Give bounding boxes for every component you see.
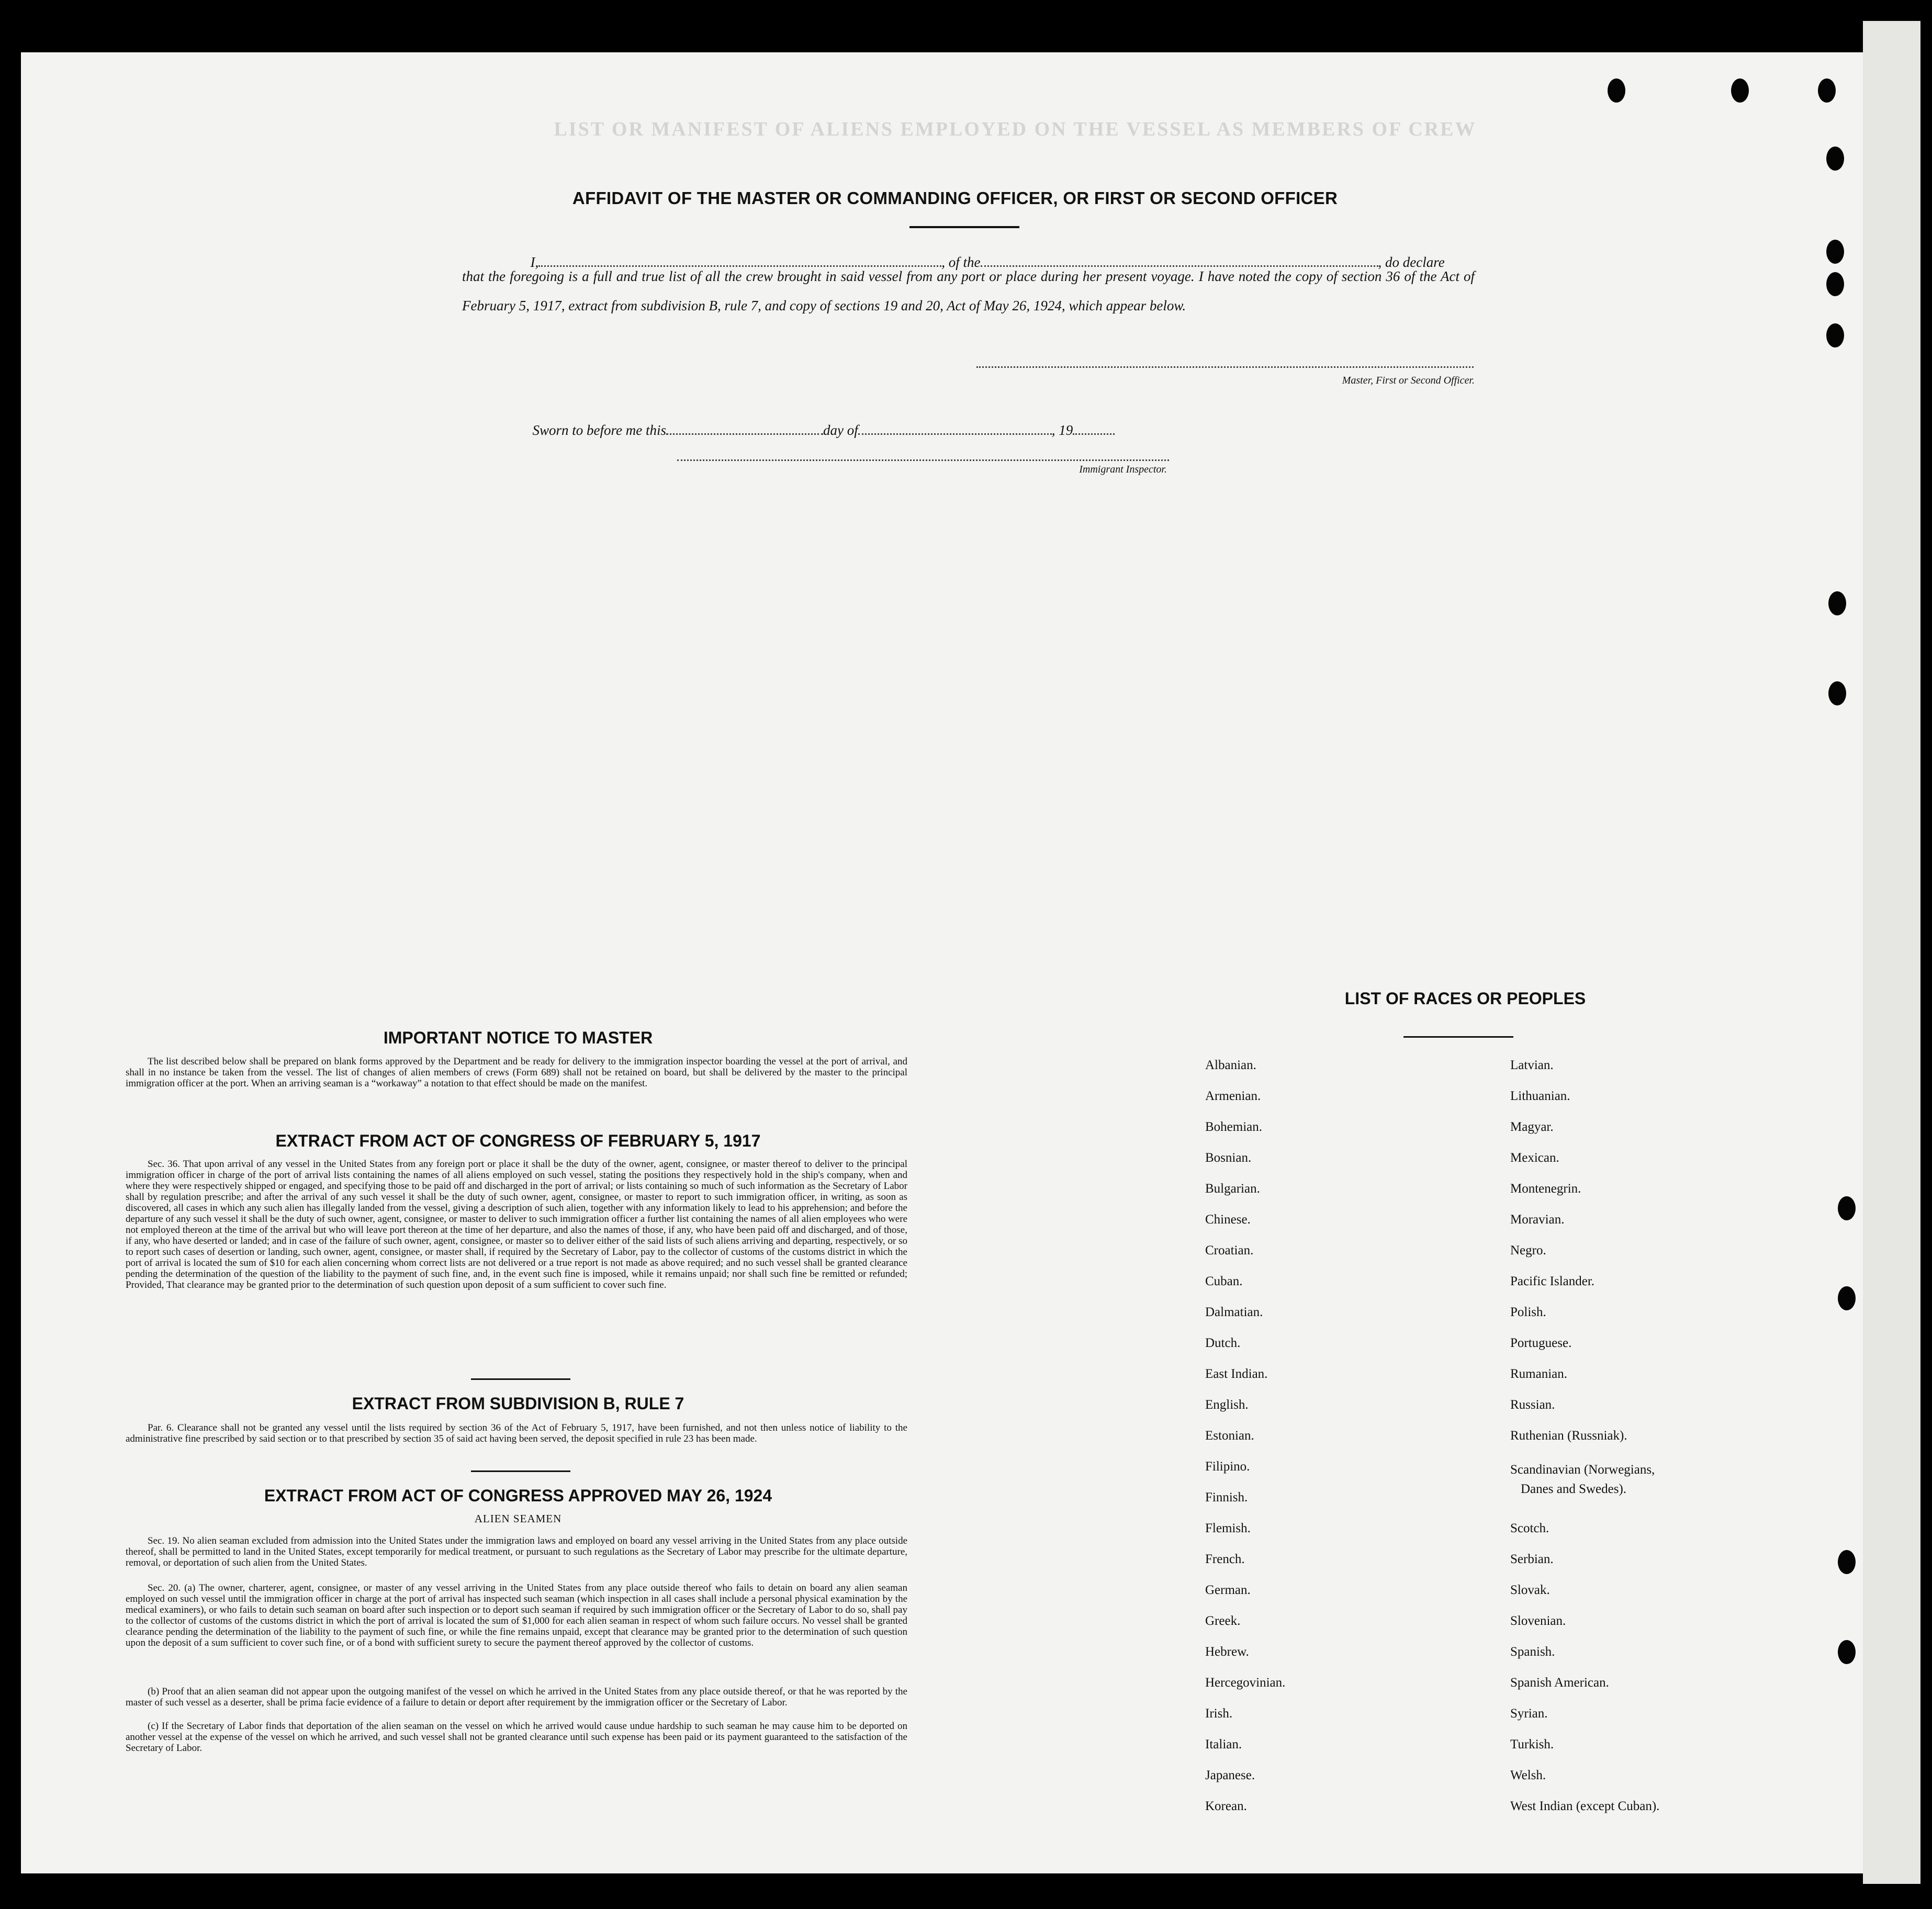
extract-rule7-title: EXTRACT FROM SUBDIVISION B, RULE 7 [352, 1394, 684, 1413]
divider [909, 226, 1019, 228]
race-item: German. [1205, 1583, 1251, 1597]
race-item: Danes and Swedes). [1521, 1482, 1627, 1496]
race-item: Scandinavian (Norwegians, [1510, 1463, 1655, 1477]
race-item: Korean. [1205, 1799, 1247, 1813]
divider [1403, 1036, 1513, 1038]
binder-hole [1838, 1196, 1856, 1220]
race-item: Lithuanian. [1510, 1089, 1570, 1103]
race-item: Croatian. [1205, 1243, 1254, 1257]
race-item: French. [1205, 1552, 1245, 1566]
race-item: Mexican. [1510, 1151, 1559, 1165]
race-item: Italian. [1205, 1737, 1242, 1751]
races-title: LIST OF RACES OR PEOPLES [1344, 989, 1586, 1008]
race-item: Montenegrin. [1510, 1182, 1581, 1196]
race-item: Magyar. [1510, 1120, 1554, 1134]
race-item: Syrian. [1510, 1706, 1548, 1721]
race-item: Bulgarian. [1205, 1182, 1260, 1196]
race-item: Irish. [1205, 1706, 1233, 1721]
race-item: Turkish. [1510, 1737, 1554, 1751]
race-item: Moravian. [1510, 1212, 1565, 1227]
race-item: Spanish. [1510, 1645, 1555, 1659]
race-item: Cuban. [1205, 1274, 1243, 1288]
race-item: East Indian. [1205, 1367, 1268, 1381]
race-item: Albanian. [1205, 1058, 1256, 1072]
race-item: Finnish. [1205, 1490, 1248, 1504]
race-item: Serbian. [1510, 1552, 1554, 1566]
race-item: Ruthenian (Russniak). [1510, 1429, 1627, 1443]
race-item: Russian. [1510, 1398, 1555, 1412]
race-item: Dalmatian. [1205, 1305, 1263, 1319]
sworn-day-field[interactable] [666, 423, 823, 435]
affidavit-body: that the foregoing is a full and true list of all the crew brought in said vessel from any port or place during her present voyage. I have noted the copy of section 36 of the Act of February 5, 1917, extract from subdivision B, rule 7, and copy of sections 19 and 20, Act of May 26, 1924, which appear below. [462, 268, 1475, 313]
extract-1924-sec19: Sec. 19. No alien seaman excluded from admission into the United States under the immigration laws and employed on board any vessel arriving in the United States from any place outside thereof, shall be permitted to land in the United States, except temporarily for medical treatment, or pursuant to such regulations as the Secretary of Labor may prescribe for the ultimate departure, removal, or deportation of such alien from the United States. [126, 1535, 907, 1568]
binder-hole [1826, 272, 1844, 296]
race-item: Latvian. [1510, 1058, 1554, 1072]
race-item: English. [1205, 1398, 1249, 1412]
extract-1924-sec20a: Sec. 20. (a) The owner, charterer, agent, consignee, or master of any vessel arriving in the United States from any place outside thereof who fails to detain on board any alien seaman employed on such vessel until the immigration officer in charge at the port of arrival has inspected such seaman (which inspection in all cases shall include a personal physical examination by the medical examiners), or who fails to detain such seaman on board after such inspection or to deport such seaman if required by such immigration officer or the Secretary of Labor to do so, shall pay to the collector of customs of the customs district in which the port of arrival is located the sum of $1,000 for each alien seaman in respect of whom such failure occurs. No vessel shall be granted clearance pending the determination of the liability to the payment of such fine, or while the fine remains unpaid, except that clearance may be granted prior to the determination of such question upon the deposit of a sum sufficient to cover such fine, or of a bond with sufficient surety to secure the payment thereof approved by the collector of customs. [126, 1582, 907, 1648]
race-item: Portuguese. [1510, 1336, 1572, 1350]
inspector-signature-caption: Immigrant Inspector. [1079, 464, 1167, 475]
race-item: Hercegovinian. [1205, 1676, 1286, 1690]
race-item: Rumanian. [1510, 1367, 1568, 1381]
divider [471, 1470, 570, 1472]
sworn-year-field[interactable] [1073, 423, 1115, 435]
race-item: Negro. [1510, 1243, 1546, 1257]
binder-hole [1828, 681, 1846, 705]
sworn-month-field[interactable] [858, 423, 1052, 435]
page-edge [1863, 21, 1920, 1884]
binder-hole [1826, 240, 1844, 264]
vessel-label: , of the [941, 254, 981, 270]
binder-hole [1608, 78, 1625, 103]
binder-hole [1826, 323, 1844, 347]
race-item: Estonian. [1205, 1429, 1254, 1443]
race-item: Welsh. [1510, 1768, 1546, 1782]
declarant-label: I, [530, 254, 539, 270]
race-item: Scotch. [1510, 1521, 1549, 1535]
race-item: Chinese. [1205, 1212, 1251, 1227]
binder-hole [1828, 591, 1846, 615]
race-item: West Indian (except Cuban). [1510, 1799, 1660, 1813]
binder-hole [1838, 1550, 1856, 1574]
bleed-through-header: LIST OR MANIFEST OF ALIENS EMPLOYED ON THE VESSEL AS MEMBERS OF CREW [554, 118, 1477, 140]
affidavit-title: AFFIDAVIT OF THE MASTER OR COMMANDING OFFICER, OR FIRST OR SECOND OFFICER [572, 188, 1338, 208]
race-item: Pacific Islander. [1510, 1274, 1595, 1288]
race-item: Spanish American. [1510, 1676, 1609, 1690]
master-signature-caption: Master, First or Second Officer. [1342, 375, 1475, 386]
race-item: Slovenian. [1510, 1614, 1566, 1628]
declare-label: , do declare [1378, 254, 1445, 270]
extract-1924-sec20b: (b) Proof that an alien seaman did not appear upon the outgoing manifest of the vessel on which he arrived in the United States from any place outside thereof, or that he was reported by the master of such vessel as a deserter, shall be prima facie evidence of a failure to detain or deport after requirement by the immigration officer or the Secretary of Labor. [126, 1686, 907, 1708]
notice-title: IMPORTANT NOTICE TO MASTER [383, 1028, 653, 1047]
extract-1924-subtitle: ALIEN SEAMEN [474, 1512, 562, 1525]
race-item: Dutch. [1205, 1336, 1241, 1350]
binder-hole [1731, 78, 1749, 103]
extract-1924-sec20c: (c) If the Secretary of Labor finds that deportation of the alien seaman on the vessel on which he arrived would cause undue hardship to such seaman he may cause him to be deported on another vessel at the expense of the vessel on which he arrived, and such vessel shall not be granted clearance until such expense has been paid or its payment guaranteed to the satisfaction of the Secretary of Labor. [126, 1721, 907, 1754]
divider [471, 1378, 570, 1380]
binder-hole [1826, 147, 1844, 171]
extract-1917-title: EXTRACT FROM ACT OF CONGRESS OF FEBRUARY 5, 1917 [275, 1131, 761, 1150]
notice-text: The list described below shall be prepared on blank forms approved by the Department and be ready for delivery to the immigration inspector boarding the vessel at the port of arrival, and shall in no instance be taken from the vessel. The list of changes of alien members of crews (Form 689) shall not be retained on board, but shall be delivered by the master to the principal immigration officer at the port. When an arriving seaman is a “workaway” a notation to that effect should be made on the manifest. [126, 1056, 907, 1089]
race-item: Bosnian. [1205, 1151, 1252, 1165]
race-item: Greek. [1205, 1614, 1241, 1628]
extract-1917-text: Sec. 36. That upon arrival of any vessel in the United States from any foreign port or place it shall be the duty of the owner, agent, consignee, or master thereof to deliver to the principal immigration officer in charge of the port of arrival lists containing the names of all aliens employed on such vessel, stating the positions they respectively hold in the ship's company, when and where they were respectively shipped or engaged, and specifying those to be paid off and discharged in the port of arrival; or lists containing so much of such information as the Secretary of Labor shall by regulation prescribe; and after the arrival of any such vessel it shall be the duty of such owner, agent, consignee, or master to report to such immigration officer, in writing, as soon as discovered, all cases in which any such alien has illegally landed from the vessel, giving a description of such alien, together with any information likely to lead to his apprehension; and before the departure of any such vessel it shall be the duty of such owner, agent, consignee, or master to deliver to such immigration officer a further list containing the names of all alien employees who were not employed thereon at the time of the arrival but who will leave port thereon at the time of her departure, and also the names of those, if any, who have been paid off and discharged, and of those, if any, who have deserted or landed; and in case of the failure of such owner, agent, consignee, or master so to deliver either of the said lists of such aliens arriving and departing, respectively, or so to report such cases of desertion or landing, such owner, agent, consignee, or master shall, if required by the Secretary of Labor, pay to the collector of customs of the customs district in which the port of arrival is located the sum of $10 for each alien concerning whom correct lists are not delivered or a true report is not made as above required; and no such vessel shall be granted clearance pending the determination of the question of the liability to the payment of such fine, and, in the event such fine is imposed, while it remains unpaid; nor shall such fine be remitted or refunded; Provided, That clearance may be granted prior to the determination of such question upon deposit of a sum sufficient to cover such fine. [126, 1159, 907, 1290]
day-of-label: day of [823, 422, 858, 438]
race-item: Hebrew. [1205, 1645, 1249, 1659]
race-item: Japanese. [1205, 1768, 1255, 1782]
sworn-label: Sworn to before me this [532, 422, 666, 438]
race-item: Slovak. [1510, 1583, 1550, 1597]
binder-hole [1838, 1640, 1856, 1664]
sworn-line [525, 406, 1115, 439]
race-item: Armenian. [1205, 1089, 1261, 1103]
race-item: Polish. [1510, 1305, 1546, 1319]
binder-hole [1838, 1286, 1856, 1310]
extract-1924-title: EXTRACT FROM ACT OF CONGRESS APPROVED MAY 26, 1924 [264, 1486, 772, 1505]
master-signature-field[interactable] [976, 366, 1474, 368]
binder-hole [1818, 78, 1836, 103]
inspector-signature-field[interactable] [677, 459, 1169, 461]
race-item: Filipino. [1205, 1459, 1250, 1474]
year-label: , 19 [1051, 422, 1073, 438]
race-item: Flemish. [1205, 1521, 1251, 1535]
race-item: Bohemian. [1205, 1120, 1263, 1134]
extract-rule7-text: Par. 6. Clearance shall not be granted any vessel until the lists required by section 36 of the Act of February 5, 1917, have been furnished, and not then unless notice of liability to the administrative fine prescribed by said section or to that prescribed by section 35 of said act having been served, the deposit specified in rule 23 has been made. [126, 1422, 907, 1444]
